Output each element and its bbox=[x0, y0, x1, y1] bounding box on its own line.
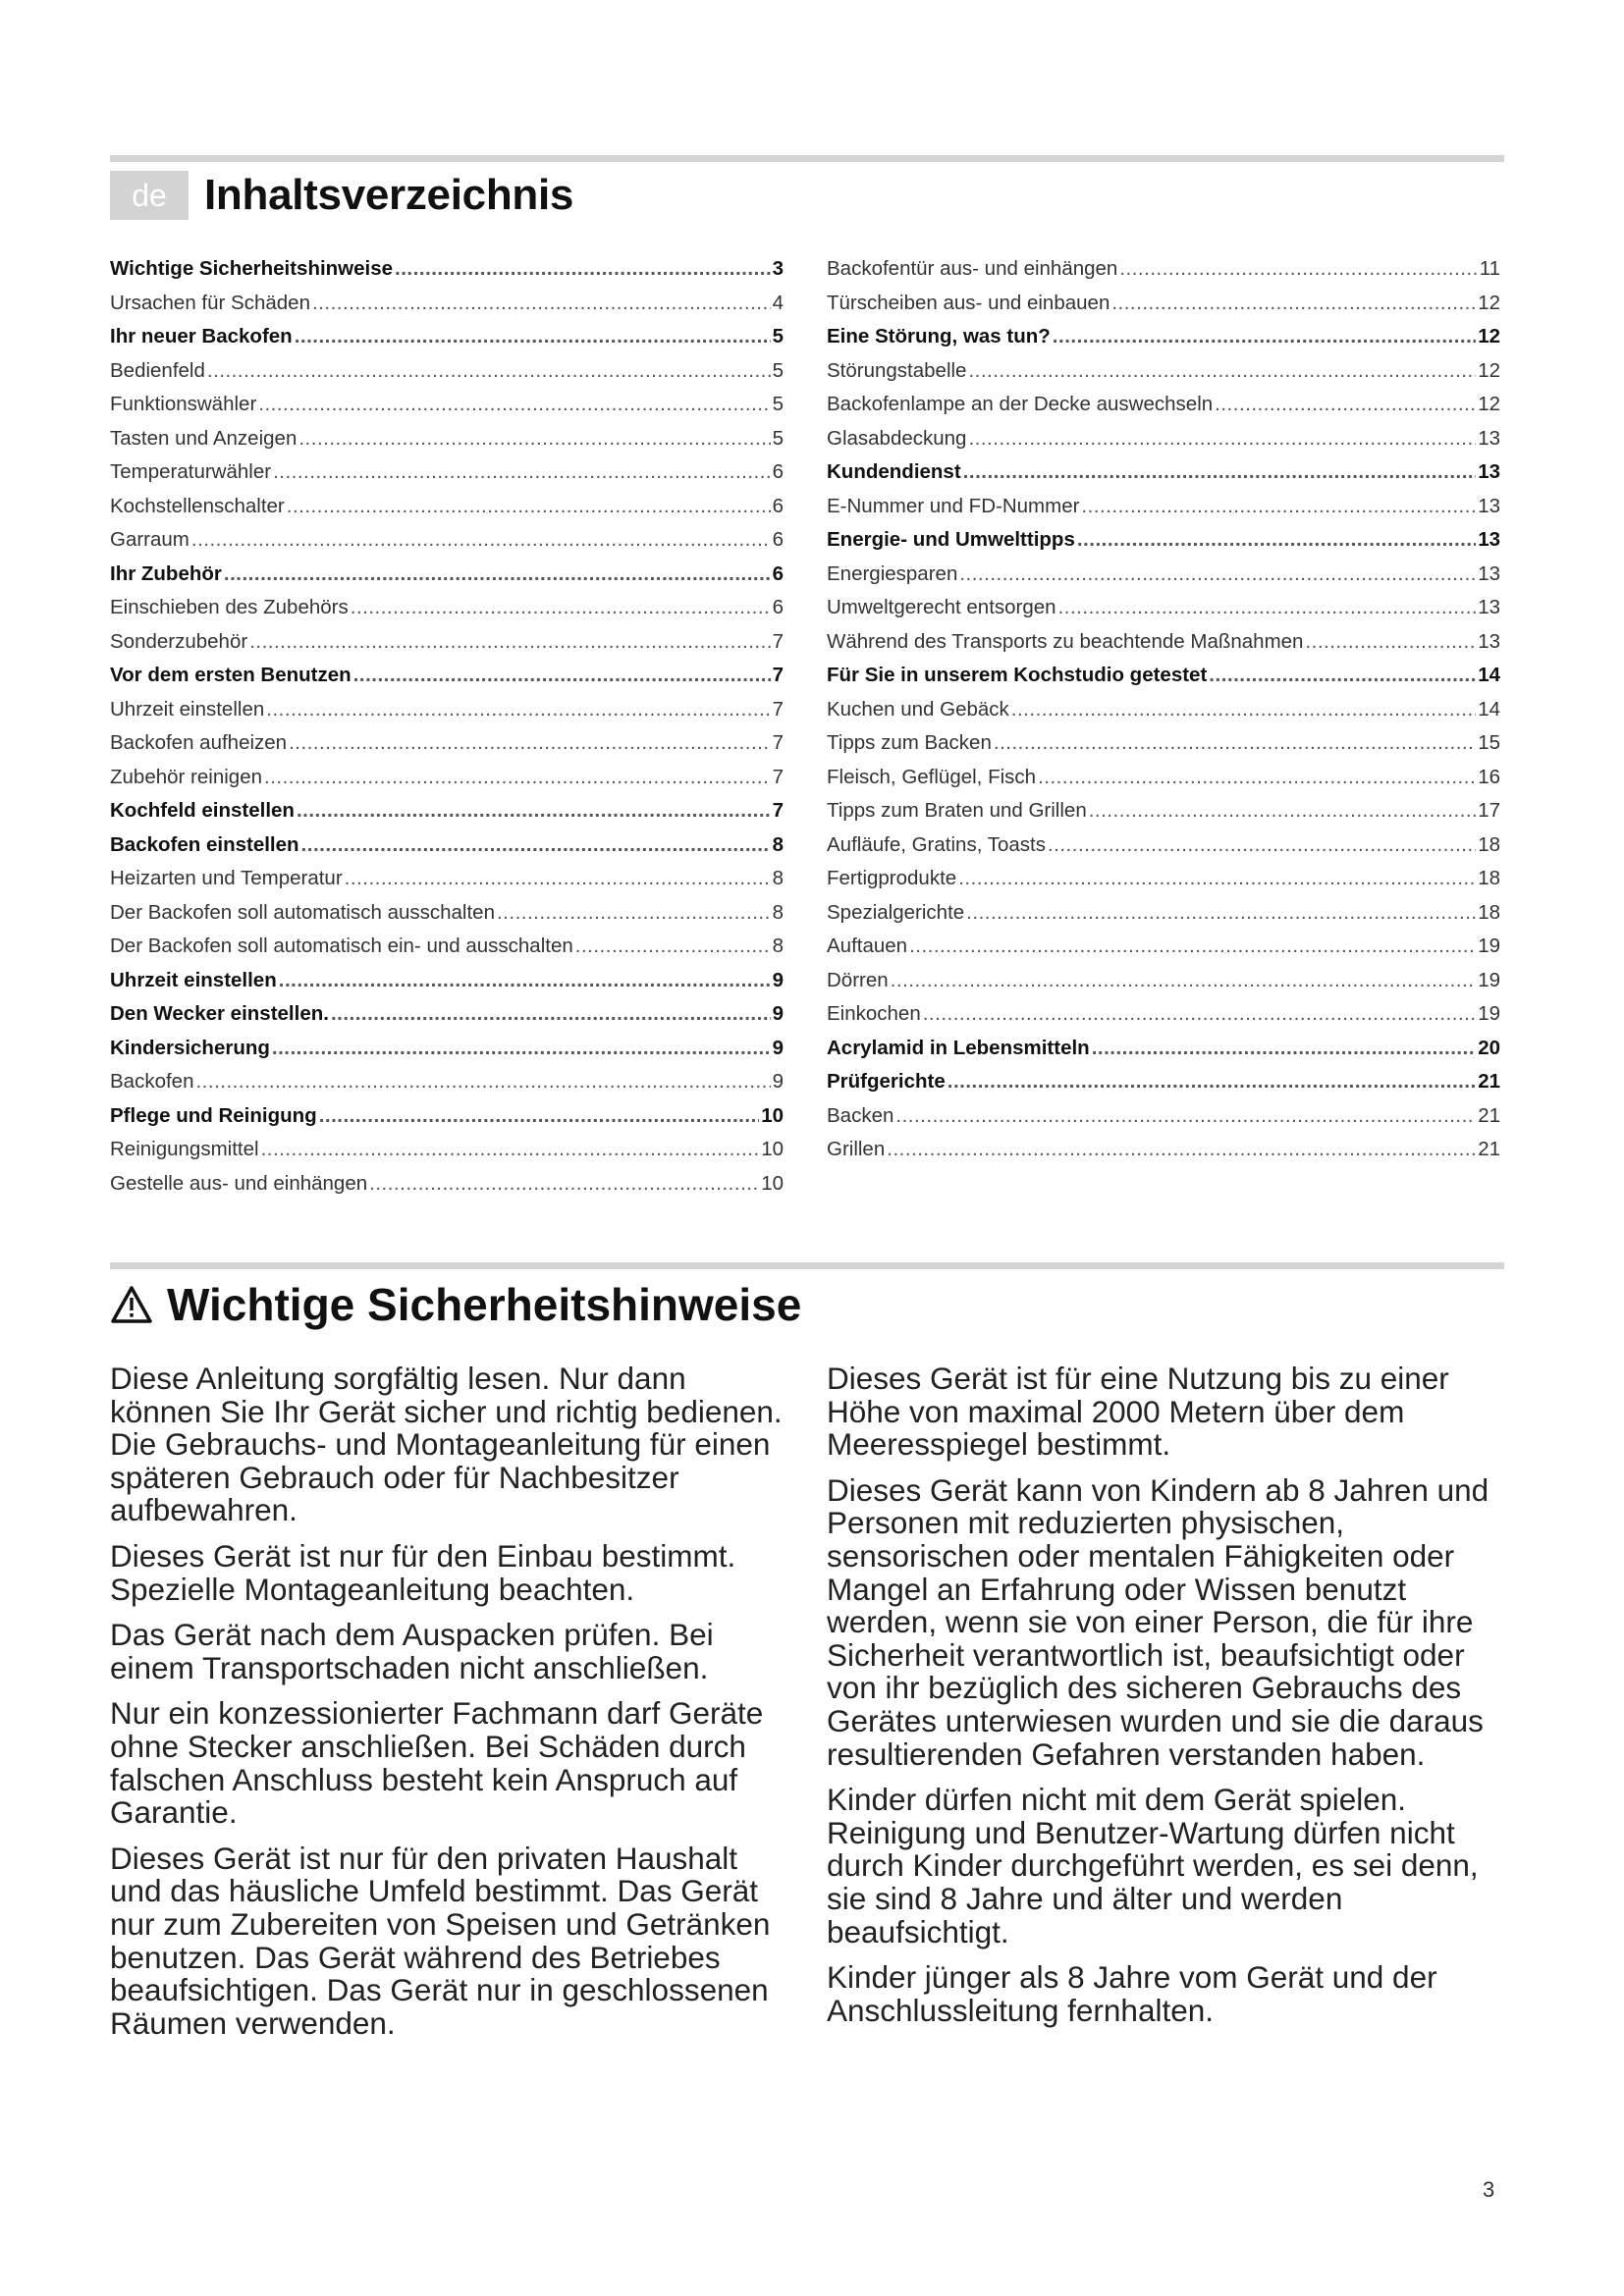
toc-entry[interactable] bbox=[827, 766, 1500, 800]
toc-dot-leader bbox=[195, 1070, 770, 1094]
toc-entry-label: Der Backofen soll automatisch ein- und ausschalten bbox=[110, 934, 573, 957]
toc-dot-leader bbox=[891, 969, 1477, 992]
toc-entry-page: 4 bbox=[772, 291, 784, 314]
toc-entry-page: 5 bbox=[772, 325, 784, 347]
toc-entry-label: Ihr neuer Backofen bbox=[110, 325, 293, 347]
toc-entry-label: Tasten und Anzeigen bbox=[110, 426, 298, 450]
toc-entry-label: Vor dem ersten Benutzen bbox=[110, 664, 352, 686]
toc-entry-label: Während des Transports zu beachtende Maßnahmen bbox=[827, 629, 1304, 653]
toc-entry[interactable] bbox=[827, 393, 1500, 427]
toc-dot-leader bbox=[963, 460, 1477, 484]
toc-entry[interactable] bbox=[827, 1138, 1500, 1172]
toc-entry-page: 6 bbox=[772, 528, 784, 551]
toc-dot-leader bbox=[353, 664, 771, 687]
toc-entry[interactable] bbox=[827, 257, 1500, 292]
toc-entry[interactable] bbox=[110, 731, 784, 766]
toc-entry-label: Kochfeld einstellen bbox=[110, 799, 295, 822]
toc-entry[interactable] bbox=[827, 664, 1500, 698]
toc-entry-label: Einkochen bbox=[827, 1002, 921, 1025]
toc-entry-page: 13 bbox=[1478, 561, 1500, 585]
toc-entry-label: Uhrzeit einstellen bbox=[110, 968, 277, 991]
toc-entry-label: Grillen bbox=[827, 1138, 886, 1160]
toc-entry-label: Reinigungsmittel bbox=[110, 1138, 259, 1160]
toc-dot-leader bbox=[297, 799, 771, 823]
toc-entry-page: 18 bbox=[1478, 900, 1500, 924]
toc-entry-label: Pflege und Reinigung bbox=[110, 1103, 317, 1127]
toc-dot-leader bbox=[895, 1104, 1476, 1128]
toc-entry-page: 19 bbox=[1478, 934, 1500, 957]
toc-entry-label: Fleisch, Geflügel, Fisch bbox=[827, 765, 1037, 788]
toc-entry-label: Auftauen bbox=[827, 934, 908, 957]
language-badge: de bbox=[110, 171, 189, 220]
toc-entry-label: Gestelle aus- und einhängen bbox=[110, 1171, 368, 1195]
toc-entry[interactable] bbox=[827, 1070, 1500, 1104]
toc-dot-leader bbox=[966, 901, 1476, 925]
toc-dot-leader bbox=[264, 766, 771, 789]
toc-entry-label: Bedienfeld bbox=[110, 358, 205, 382]
toc-entry-label: Backofentür aus- und einhängen bbox=[827, 257, 1118, 280]
toc-entry[interactable] bbox=[827, 427, 1500, 461]
safety-top-rule bbox=[110, 1262, 1504, 1269]
toc-dot-leader bbox=[909, 934, 1476, 958]
toc-entry-label: Sonderzubehör bbox=[110, 629, 248, 653]
toc-title: Inhaltsverzeichnis bbox=[204, 171, 574, 219]
toc-entry[interactable] bbox=[827, 833, 1500, 868]
toc-dot-leader bbox=[261, 1138, 760, 1161]
toc-entry[interactable] bbox=[827, 934, 1500, 969]
safety-paragraph: Dieses Gerät kann von Kindern ab 8 Jahren und Personen mit reduzierten physischen, sensorischen oder mentalen Fähigkeiten oder Mangel an Erfahrung oder Wissen benutzt werden, wenn sie von einer Person, die für ihre Sicherheit verantwortlich ist, beaufsichtigt oder von ihr bezüglich des sicheren Gebrauchs des Gerätes unterwiesen wurden und sie die daraus resultierenden Gefahren verstanden haben. bbox=[827, 1471, 1489, 1772]
toc-dot-leader bbox=[1081, 495, 1476, 518]
toc-entry[interactable] bbox=[827, 562, 1500, 597]
warning-triangle-icon bbox=[110, 1285, 153, 1324]
toc-dot-leader bbox=[289, 731, 771, 755]
toc-entry-label: Einschieben des Zubehörs bbox=[110, 596, 349, 618]
toc-entry-label: Ihr Zubehör bbox=[110, 561, 222, 585]
toc-dot-leader bbox=[351, 596, 771, 619]
toc-entry-page: 7 bbox=[772, 799, 784, 822]
toc-dot-leader bbox=[191, 528, 771, 552]
toc-entry[interactable] bbox=[110, 359, 784, 394]
toc-entry[interactable] bbox=[110, 1104, 784, 1139]
page-number: 3 bbox=[1483, 2177, 1495, 2202]
toc-right-column bbox=[827, 257, 1500, 1172]
toc-dot-leader bbox=[1048, 833, 1476, 857]
toc-entry-page: 7 bbox=[772, 664, 784, 686]
toc-dot-leader bbox=[319, 1104, 760, 1128]
toc-dot-leader bbox=[331, 1002, 771, 1026]
toc-entry[interactable] bbox=[827, 630, 1500, 665]
toc-entry-page: 12 bbox=[1478, 393, 1500, 415]
toc-entry[interactable] bbox=[110, 698, 784, 732]
toc-entry[interactable] bbox=[110, 1172, 784, 1206]
safety-paragraph: Dieses Gerät ist nur für den privaten Haushalt und das häusliche Umfeld bestimmt. Das Gerät nur zum Zubereiten von Speisen und Getränken benutzen. Das Gerät während des Betriebes beaufsichtigen. Das Gerät nur in geschlossenen Räumen verwenden. bbox=[110, 1840, 771, 2041]
toc-dot-leader bbox=[575, 934, 771, 958]
toc-dot-leader bbox=[1305, 630, 1476, 654]
toc-entry[interactable] bbox=[110, 1138, 784, 1172]
safety-right-column bbox=[827, 1362, 1504, 2040]
safety-paragraph: Nur ein konzessionierter Fachmann darf Geräte ohne Stecker anschließen. Bei Schäden durch falschen Anschluss besteht kein Anspruch auf Garantie. bbox=[110, 1695, 764, 1831]
toc-entry-page: 9 bbox=[772, 1002, 784, 1025]
toc-entry-page: 19 bbox=[1478, 1002, 1500, 1025]
toc-entry-page: 13 bbox=[1478, 596, 1500, 618]
toc-dot-leader bbox=[968, 359, 1476, 383]
toc-entry-page: 10 bbox=[761, 1103, 784, 1127]
toc-entry-page: 9 bbox=[772, 1070, 784, 1093]
toc-entry-label: Energiesparen bbox=[827, 561, 958, 585]
toc-entry[interactable] bbox=[110, 630, 784, 665]
toc-entry-label: Dörren bbox=[827, 968, 889, 991]
toc-entry-page: 12 bbox=[1478, 291, 1500, 314]
safety-left-column bbox=[110, 1362, 787, 2053]
toc-entry-label: Wichtige Sicherheitshinweise bbox=[110, 257, 394, 280]
toc-entry-page: 20 bbox=[1478, 1036, 1500, 1059]
toc-entry-label: Heizarten und Temperatur bbox=[110, 867, 343, 889]
toc-dot-leader bbox=[1077, 528, 1476, 552]
toc-dot-leader bbox=[1058, 596, 1477, 619]
toc-entry[interactable] bbox=[110, 460, 784, 495]
toc-entry-label: Temperaturwähler bbox=[110, 460, 272, 483]
toc-entry[interactable] bbox=[110, 1002, 784, 1037]
toc-dot-leader bbox=[273, 460, 771, 484]
toc-dot-leader bbox=[887, 1138, 1476, 1161]
toc-entry-page: 6 bbox=[772, 596, 784, 618]
toc-dot-leader bbox=[369, 1172, 759, 1196]
toc-dot-leader bbox=[295, 325, 771, 348]
toc-dot-leader bbox=[287, 495, 771, 518]
toc-top-rule bbox=[110, 155, 1504, 162]
toc-entry-label: Der Backofen soll automatisch ausschalten bbox=[110, 900, 495, 924]
toc-entry-label: Fertigprodukte bbox=[827, 867, 957, 889]
toc-entry-label: Kindersicherung bbox=[110, 1036, 270, 1059]
toc-dot-leader bbox=[959, 562, 1476, 586]
toc-entry-page: 17 bbox=[1478, 799, 1500, 822]
toc-entry-label: Backofen bbox=[110, 1070, 194, 1093]
toc-entry-label: Kuchen und Gebäck bbox=[827, 697, 1009, 721]
toc-dot-leader bbox=[1111, 292, 1476, 315]
toc-dot-leader bbox=[1011, 698, 1476, 721]
toc-entry[interactable] bbox=[110, 325, 784, 359]
toc-entry-page: 13 bbox=[1478, 460, 1500, 483]
toc-entry[interactable] bbox=[110, 867, 784, 901]
toc-entry[interactable] bbox=[110, 901, 784, 935]
toc-entry[interactable] bbox=[827, 292, 1500, 326]
toc-entry-label: Backofen aufheizen bbox=[110, 731, 288, 754]
toc-entry-page: 16 bbox=[1478, 765, 1500, 788]
toc-entry-label: Acrylamid in Lebensmitteln bbox=[827, 1036, 1090, 1059]
toc-entry[interactable] bbox=[110, 1037, 784, 1071]
toc-entry-page: 9 bbox=[772, 968, 784, 991]
toc-entry-page: 8 bbox=[772, 867, 784, 889]
toc-entry-page: 18 bbox=[1478, 832, 1500, 856]
toc-entry-label: Für Sie in unserem Kochstudio getestet bbox=[827, 664, 1208, 686]
toc-entry[interactable] bbox=[827, 901, 1500, 935]
toc-entry-page: 8 bbox=[772, 900, 784, 924]
toc-entry[interactable] bbox=[827, 799, 1500, 833]
toc-entry[interactable] bbox=[827, 460, 1500, 495]
toc-dot-leader bbox=[207, 359, 771, 383]
toc-dot-leader bbox=[1038, 766, 1476, 789]
toc-dot-leader bbox=[1092, 1037, 1476, 1060]
toc-entry[interactable] bbox=[110, 292, 784, 326]
toc-dot-leader bbox=[345, 867, 771, 890]
toc-entry-page: 6 bbox=[772, 494, 784, 517]
toc-entry-page: 21 bbox=[1478, 1138, 1500, 1160]
toc-entry-page: 7 bbox=[772, 731, 784, 754]
toc-entry-page: 6 bbox=[772, 561, 784, 585]
toc-entry-page: 8 bbox=[772, 934, 784, 957]
toc-dot-leader bbox=[1119, 257, 1477, 281]
toc-dot-leader bbox=[266, 698, 770, 721]
toc-entry[interactable] bbox=[827, 596, 1500, 630]
toc-entry[interactable] bbox=[827, 528, 1500, 562]
toc-dot-leader bbox=[224, 562, 771, 586]
toc-entry[interactable] bbox=[827, 731, 1500, 766]
toc-entry[interactable] bbox=[827, 1037, 1500, 1071]
toc-dot-leader bbox=[1209, 664, 1476, 687]
toc-dot-leader bbox=[1089, 799, 1476, 823]
toc-entry[interactable] bbox=[827, 867, 1500, 901]
toc-entry[interactable] bbox=[110, 766, 784, 800]
toc-entry[interactable] bbox=[110, 799, 784, 833]
toc-entry[interactable] bbox=[827, 325, 1500, 359]
toc-entry-page: 5 bbox=[772, 358, 784, 382]
toc-entry-page: 8 bbox=[772, 832, 784, 856]
toc-entry-page: 15 bbox=[1478, 731, 1500, 754]
toc-entry-page: 21 bbox=[1478, 1070, 1500, 1093]
toc-entry-page: 5 bbox=[772, 426, 784, 450]
toc-entry-page: 21 bbox=[1478, 1103, 1500, 1127]
toc-entry-page: 3 bbox=[772, 257, 784, 280]
toc-dot-leader bbox=[249, 630, 770, 654]
toc-entry[interactable] bbox=[110, 562, 784, 597]
toc-entry[interactable] bbox=[110, 257, 784, 292]
toc-entry-label: Aufläufe, Gratins, Toasts bbox=[827, 832, 1046, 856]
toc-dot-leader bbox=[1215, 393, 1476, 416]
toc-dot-leader bbox=[279, 969, 771, 992]
safety-paragraph: Kinder jünger als 8 Jahre vom Gerät und der Anschlussleitung fernhalten. bbox=[827, 1959, 1437, 2028]
toc-entry[interactable] bbox=[827, 1104, 1500, 1139]
toc-entry-label: Tipps zum Backen bbox=[827, 731, 992, 754]
toc-entry-label: Kundendienst bbox=[827, 460, 961, 483]
toc-entry[interactable] bbox=[110, 934, 784, 969]
safety-paragraph: Dieses Gerät ist nur für den Einbau bestimmt. Spezielle Montageanleitung beachten. bbox=[110, 1537, 736, 1607]
toc-entry-label: Türscheiben aus- und einbauen bbox=[827, 291, 1110, 314]
toc-entry-label: Kochstellenschalter bbox=[110, 494, 285, 517]
safety-header bbox=[110, 1274, 801, 1335]
toc-entry-label: Prüfgerichte bbox=[827, 1070, 946, 1093]
toc-entry-label: Ursachen für Schäden bbox=[110, 291, 310, 314]
toc-entry[interactable] bbox=[827, 969, 1500, 1003]
toc-dot-leader bbox=[258, 393, 770, 416]
toc-dot-leader bbox=[968, 427, 1476, 451]
toc-entry-page: 19 bbox=[1478, 968, 1500, 991]
toc-entry-page: 13 bbox=[1478, 629, 1500, 653]
toc-dot-leader bbox=[923, 1002, 1476, 1026]
toc-entry[interactable] bbox=[827, 495, 1500, 529]
toc-entry-label: Zubehör reinigen bbox=[110, 765, 262, 788]
toc-dot-leader bbox=[497, 901, 771, 925]
toc-entry-page: 5 bbox=[772, 393, 784, 415]
toc-entry[interactable] bbox=[110, 833, 784, 868]
safety-title: Wichtige Sicherheitshinweise bbox=[167, 1279, 802, 1330]
toc-entry-label: Spezialgerichte bbox=[827, 900, 965, 924]
toc-entry-page: 10 bbox=[761, 1138, 784, 1160]
toc-entry-label: Tipps zum Braten und Grillen bbox=[827, 799, 1087, 822]
toc-entry-page: 11 bbox=[1479, 257, 1500, 280]
toc-entry[interactable] bbox=[110, 596, 784, 630]
toc-entry-label: Glasabdeckung bbox=[827, 426, 967, 450]
safety-paragraph: Das Gerät nach dem Auspacken prüfen. Bei einem Transportschaden nicht anschließen. bbox=[110, 1617, 714, 1685]
toc-entry-page: 10 bbox=[761, 1171, 784, 1195]
toc-dot-leader bbox=[301, 833, 771, 857]
toc-entry-page: 13 bbox=[1478, 528, 1500, 551]
toc-entry-page: 12 bbox=[1478, 325, 1500, 347]
toc-dot-leader bbox=[312, 292, 771, 315]
toc-entry-label: Umweltgerecht entsorgen bbox=[827, 596, 1056, 618]
toc-entry-page: 18 bbox=[1478, 867, 1500, 889]
toc-dot-leader bbox=[947, 1070, 1476, 1094]
toc-dot-leader bbox=[1053, 325, 1476, 348]
toc-entry[interactable] bbox=[827, 1002, 1500, 1037]
toc-entry-label: Backen bbox=[827, 1103, 894, 1127]
toc-left-column bbox=[110, 257, 784, 1205]
toc-entry-label: Funktionswähler bbox=[110, 393, 257, 415]
toc-entry[interactable] bbox=[110, 495, 784, 529]
toc-entry-label: Backofenlampe an der Decke auswechseln bbox=[827, 393, 1214, 415]
toc-entry-page: 14 bbox=[1478, 664, 1500, 686]
toc-entry[interactable] bbox=[110, 664, 784, 698]
toc-entry-page: 7 bbox=[772, 629, 784, 653]
toc-entry-page: 13 bbox=[1478, 494, 1500, 517]
toc-entry-page: 9 bbox=[772, 1036, 784, 1059]
safety-paragraph: Diese Anleitung sorgfältig lesen. Nur dann können Sie Ihr Gerät sicher und richtig bedienen. Die Gebrauchs- und Montageanleitung für einen späteren Gebrauch oder für Nachbesitzer aufbewahren. bbox=[110, 1361, 783, 1528]
toc-entry-label: Uhrzeit einstellen bbox=[110, 697, 265, 721]
toc-entry[interactable] bbox=[110, 1070, 784, 1104]
toc-dot-leader bbox=[395, 257, 771, 281]
toc-entry-label: Backofen einstellen bbox=[110, 832, 299, 856]
toc-entry-page: 7 bbox=[772, 697, 784, 721]
safety-paragraph: Kinder dürfen nicht mit dem Gerät spielen. Reinigung und Benutzer-Wartung dürfen nicht durch Kinder durchgeführt werden, es sei denn, sie sind 8 Jahre und älter und werden beaufsichtigt. bbox=[827, 1782, 1479, 1949]
toc-entry-page: 14 bbox=[1478, 697, 1500, 721]
toc-header bbox=[110, 169, 573, 222]
toc-entry-page: 6 bbox=[772, 460, 784, 483]
toc-entry-page: 7 bbox=[772, 765, 784, 788]
toc-entry[interactable] bbox=[110, 528, 784, 562]
toc-entry[interactable] bbox=[827, 698, 1500, 732]
toc-dot-leader bbox=[298, 427, 770, 451]
toc-entry-page: 13 bbox=[1478, 426, 1500, 450]
toc-entry[interactable] bbox=[110, 427, 784, 461]
toc-entry[interactable] bbox=[110, 393, 784, 427]
toc-entry-page: 12 bbox=[1478, 358, 1500, 382]
toc-entry-label: Garraum bbox=[110, 528, 189, 551]
safety-paragraph: Dieses Gerät ist für eine Nutzung bis zu einer Höhe von maximal 2000 Metern über dem Meeresspiegel bestimmt. bbox=[827, 1361, 1449, 1463]
toc-entry[interactable] bbox=[827, 359, 1500, 394]
toc-entry-label: Den Wecker einstellen. bbox=[110, 1002, 329, 1025]
toc-entry[interactable] bbox=[110, 969, 784, 1003]
toc-entry-label: E-Nummer und FD-Nummer bbox=[827, 494, 1080, 517]
toc-dot-leader bbox=[994, 731, 1476, 755]
toc-entry-label: Eine Störung, was tun? bbox=[827, 325, 1051, 347]
toc-entry-label: Störungstabelle bbox=[827, 358, 967, 382]
toc-dot-leader bbox=[958, 867, 1476, 890]
toc-dot-leader bbox=[272, 1037, 771, 1060]
toc-entry-label: Energie- und Umwelttipps bbox=[827, 528, 1075, 551]
